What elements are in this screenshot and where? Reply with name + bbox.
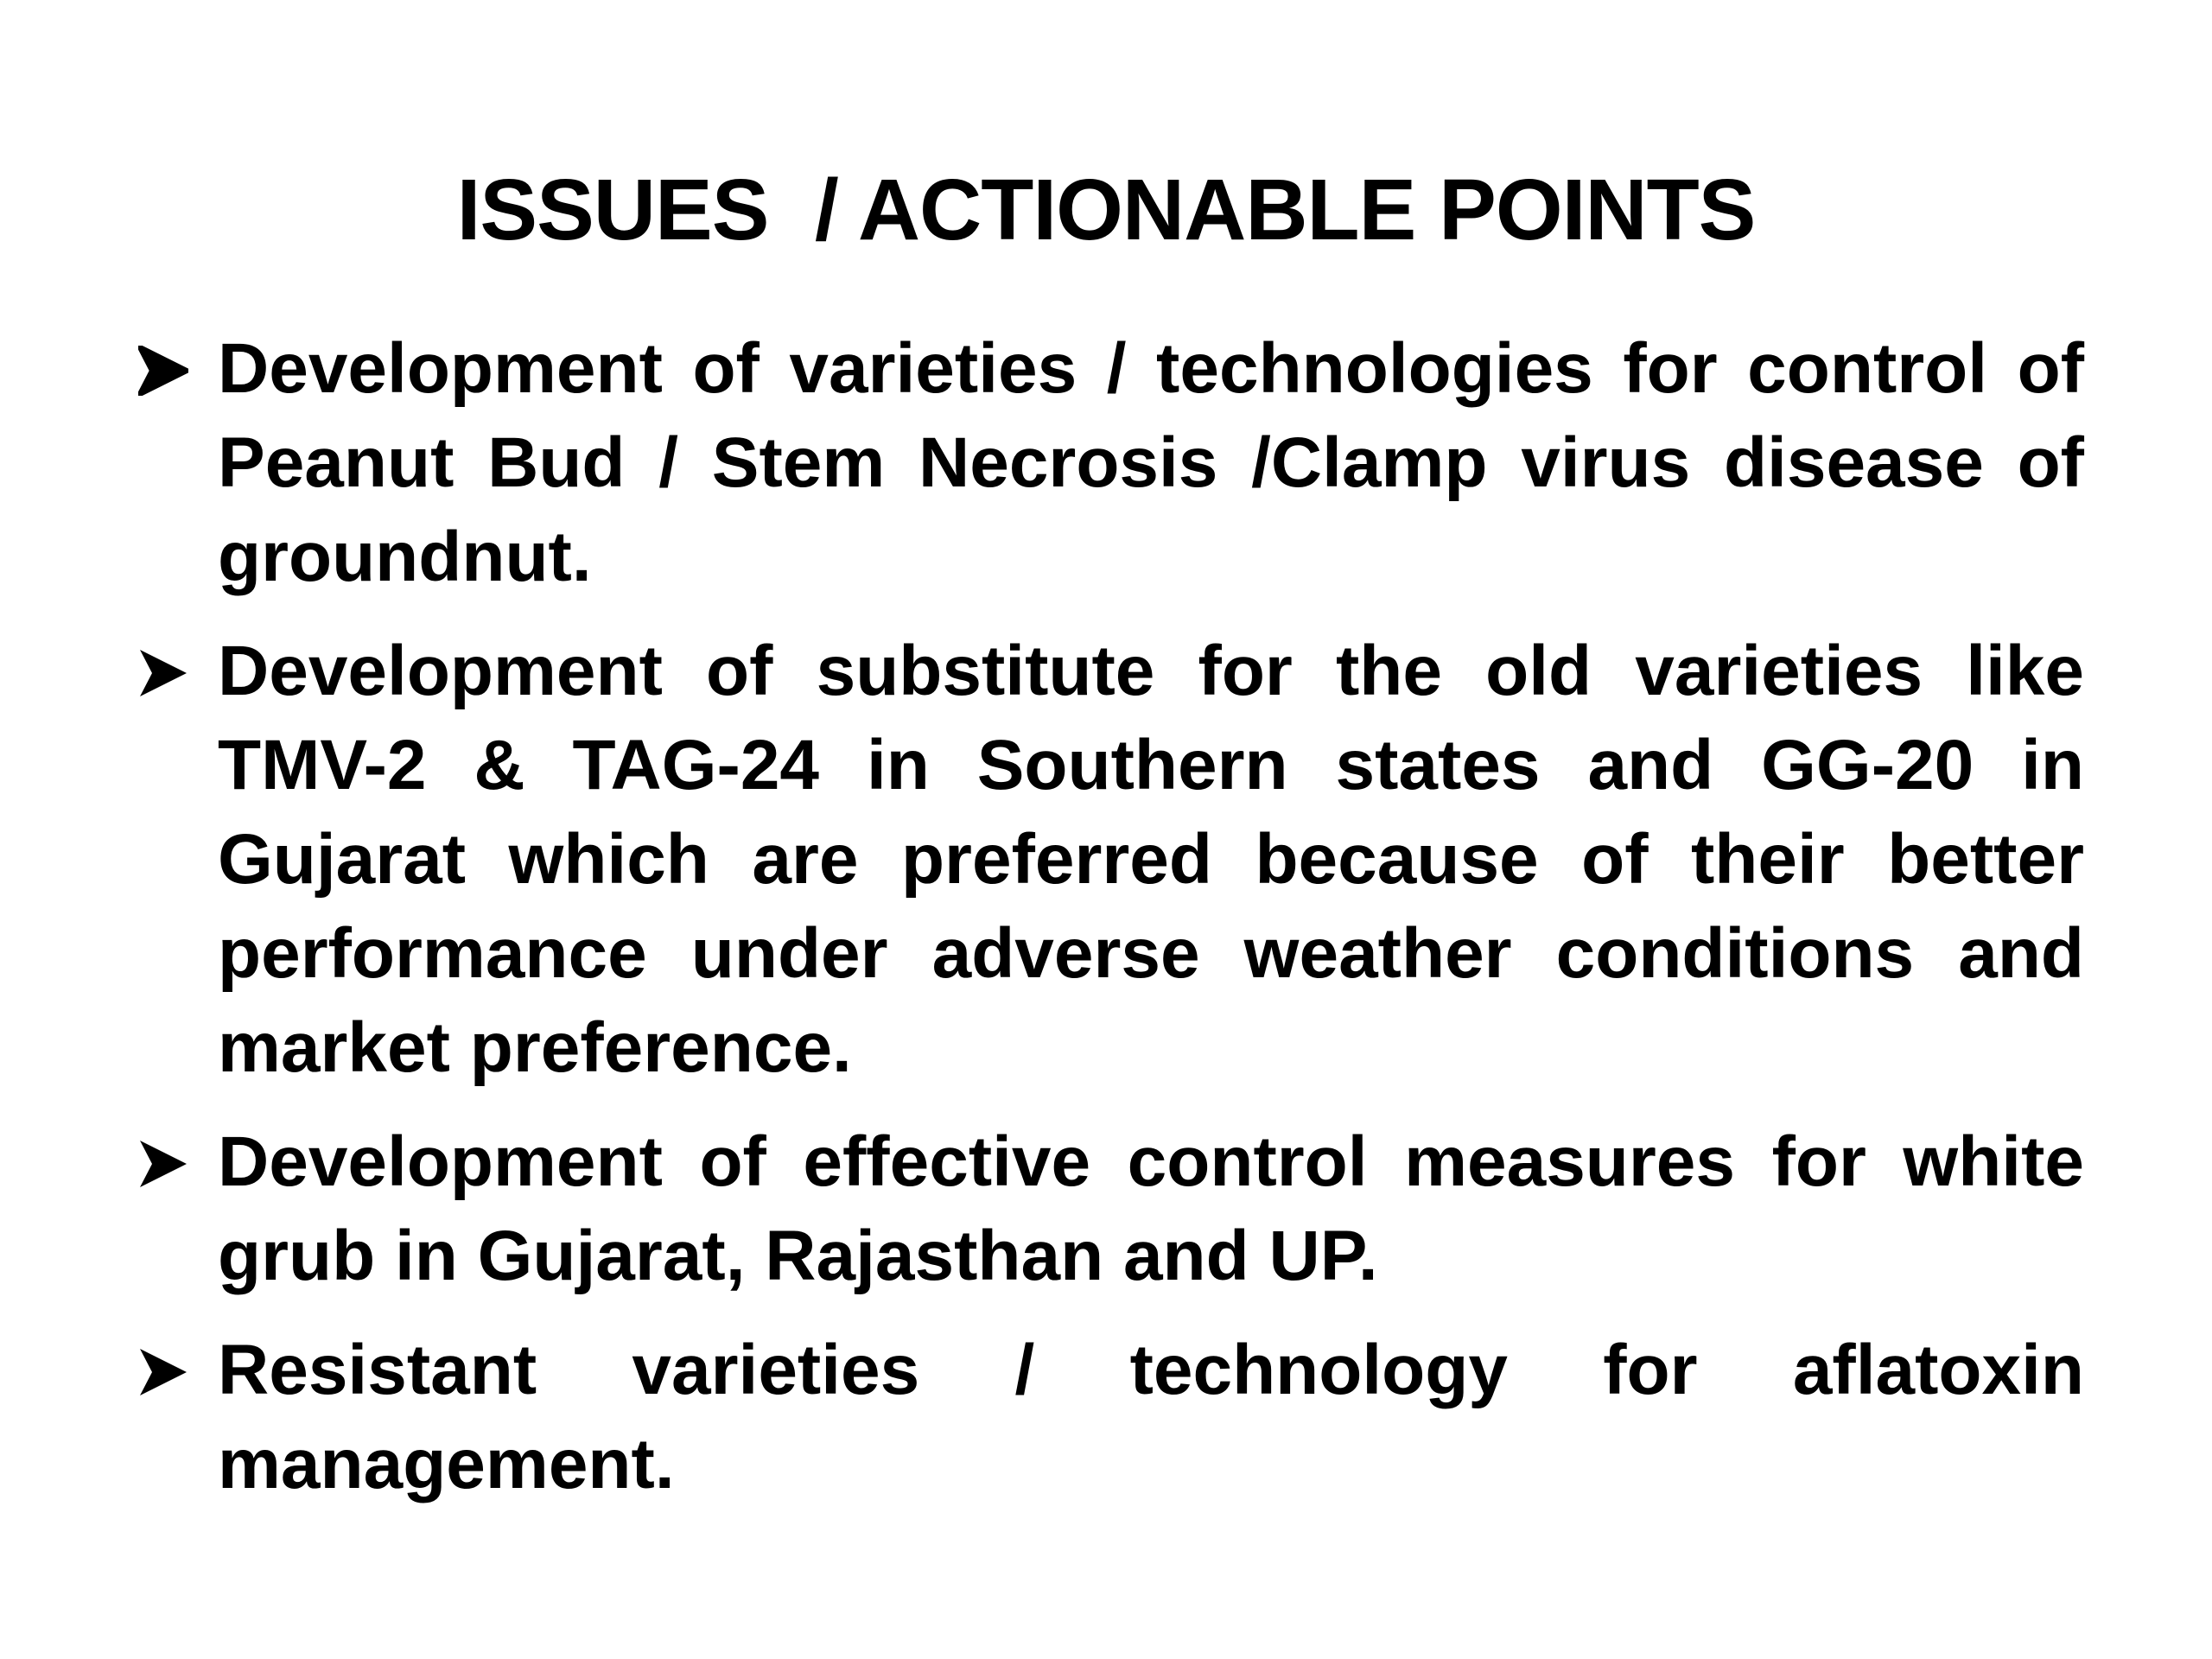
- arrowhead-bullet-icon: [138, 648, 188, 698]
- arrowhead-bullet-icon: [138, 1139, 188, 1189]
- bullet-list: [138, 321, 2084, 1531]
- bullet-text: Development of effective control measures for white grub in Gujarat, Rajasthan and UP.: [218, 1122, 2084, 1295]
- bullet-text: Development of substitute for the old varieties like TMV-2 & TAG-24 in Southern states and GG-20 in Gujarat which are preferred because of their better performance under adverse weather conditions and market preference.: [218, 632, 2084, 1087]
- bullet-text: Development of varieties / technologies for control of Peanut Bud / Stem Necrosis /Clamp virus disease of groundnut.: [218, 329, 2084, 596]
- bullet-item: [138, 1115, 2084, 1303]
- bullet-item: [138, 321, 2084, 604]
- arrowhead-bullet-icon: [138, 1347, 188, 1397]
- bullet-text: Resistant varieties / technology for aflatoxin management.: [218, 1331, 2084, 1503]
- bullet-item: [138, 624, 2084, 1095]
- bullet-item: [138, 1323, 2084, 1511]
- arrowhead-bullet-icon: [138, 346, 188, 396]
- slide-title: ISSUES / ACTIONABLE POINTS: [456, 162, 1756, 258]
